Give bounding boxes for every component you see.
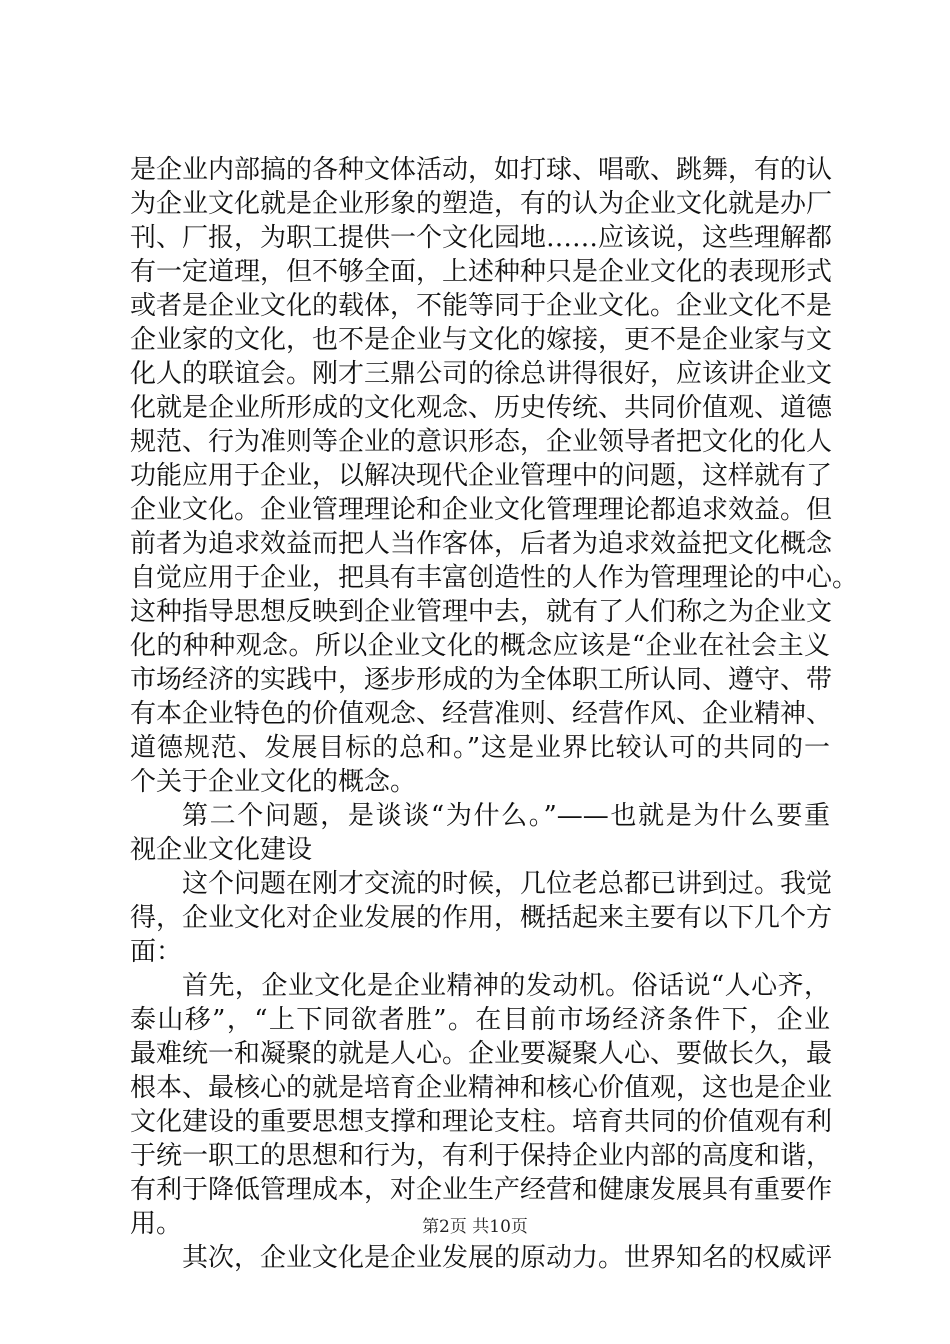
text-line: 于统一职工的思想和行为，有利于保持企业内部的高度和谐， xyxy=(130,1141,833,1171)
text-line: 最难统一和凝聚的就是人心。企业要凝聚人心、要做长久，最 xyxy=(130,1039,833,1069)
paragraph xyxy=(130,799,830,867)
text-line: 根本、最核心的就是培育企业精神和核心价值观，这也是企业 xyxy=(130,1073,833,1103)
text-line: 得，企业文化对企业发展的作用，概括起来主要有以下几个方 xyxy=(130,903,833,933)
text-line: 是企业内部搞的各种文体活动，如打球、唱歌、跳舞，有的认 xyxy=(130,155,833,185)
page-footer: 第2页 共10页 xyxy=(422,1217,528,1237)
text-line: 化的种种观念。所以企业文化的概念应该是“企业在社会主义 xyxy=(130,631,830,661)
text-line: 市场经济的实践中，逐步形成的为全体职工所认同、遵守、带 xyxy=(130,665,833,695)
paragraph xyxy=(130,867,833,969)
text-line: 道德规范、发展目标的总和。”这是业界比较认可的共同的一 xyxy=(130,733,830,763)
text-line: 规范、行为准则等企业的意识形态，企业领导者把文化的化人 xyxy=(130,427,833,457)
text-line: 自觉应用于企业，把具有丰富创造性的人作为管理理论的中心。 xyxy=(130,563,859,593)
text-line: 首先，企业文化是企业精神的发动机。俗话说“人心齐， xyxy=(182,971,830,1001)
text-line: 化人的联谊会。刚才三鼎公司的徐总讲得很好，应该讲企业文 xyxy=(130,359,833,389)
text-line: 或者是企业文化的载体，不能等同于企业文化。企业文化不是 xyxy=(130,291,833,321)
text-line: 为企业文化就是企业形象的塑造，有的认为企业文化就是办厂 xyxy=(130,189,833,219)
text-line: 这个问题在刚才交流的时候，几位老总都已讲到过。我觉 xyxy=(182,869,833,899)
paragraph xyxy=(130,1241,833,1275)
text-line: 其次，企业文化是企业发展的原动力。世界知名的权威评 xyxy=(182,1243,833,1273)
paragraph xyxy=(130,153,859,799)
text-line: 个关于企业文化的概念。 xyxy=(130,767,417,797)
text-line: 用。 xyxy=(130,1209,183,1239)
text-line: 功能应用于企业，以解决现代企业管理中的问题，这样就有了 xyxy=(130,461,833,491)
text-line: 视企业文化建设 xyxy=(130,835,313,865)
text-line: 企业文化。企业管理理论和企业文化管理理论都追求效益。但 xyxy=(130,495,833,525)
text-line: 第二个问题，是谈谈“为什么。”——也就是为什么要重 xyxy=(182,801,830,831)
text-line: 化就是企业所形成的文化观念、历史传统、共同价值观、道德 xyxy=(130,393,833,423)
text-line: 面： xyxy=(130,937,183,967)
text-line: 有一定道理，但不够全面，上述种种只是企业文化的表现形式 xyxy=(130,257,833,287)
text-line: 有利于降低管理成本，对企业生产经营和健康发展具有重要作 xyxy=(130,1175,833,1205)
body-text xyxy=(130,153,859,1275)
text-line: 刊、厂报，为职工提供一个文化园地……应该说，这些理解都 xyxy=(130,223,833,253)
text-line: 企业家的文化，也不是企业与文化的嫁接，更不是企业家与文 xyxy=(130,325,833,355)
paragraph xyxy=(130,969,833,1241)
text-line: 这种指导思想反映到企业管理中去，就有了人们称之为企业文 xyxy=(130,597,833,627)
text-line: 前者为追求效益而把人当作客体，后者为追求效益把文化概念 xyxy=(130,529,833,559)
text-line: 泰山移”，“上下同欲者胜”。在目前市场经济条件下，企业 xyxy=(130,1005,830,1035)
text-line: 文化建设的重要思想支撑和理论支柱。培育共同的价值观有利 xyxy=(130,1107,833,1137)
text-line: 有本企业特色的价值观念、经营准则、经营作风、企业精神、 xyxy=(130,699,833,729)
